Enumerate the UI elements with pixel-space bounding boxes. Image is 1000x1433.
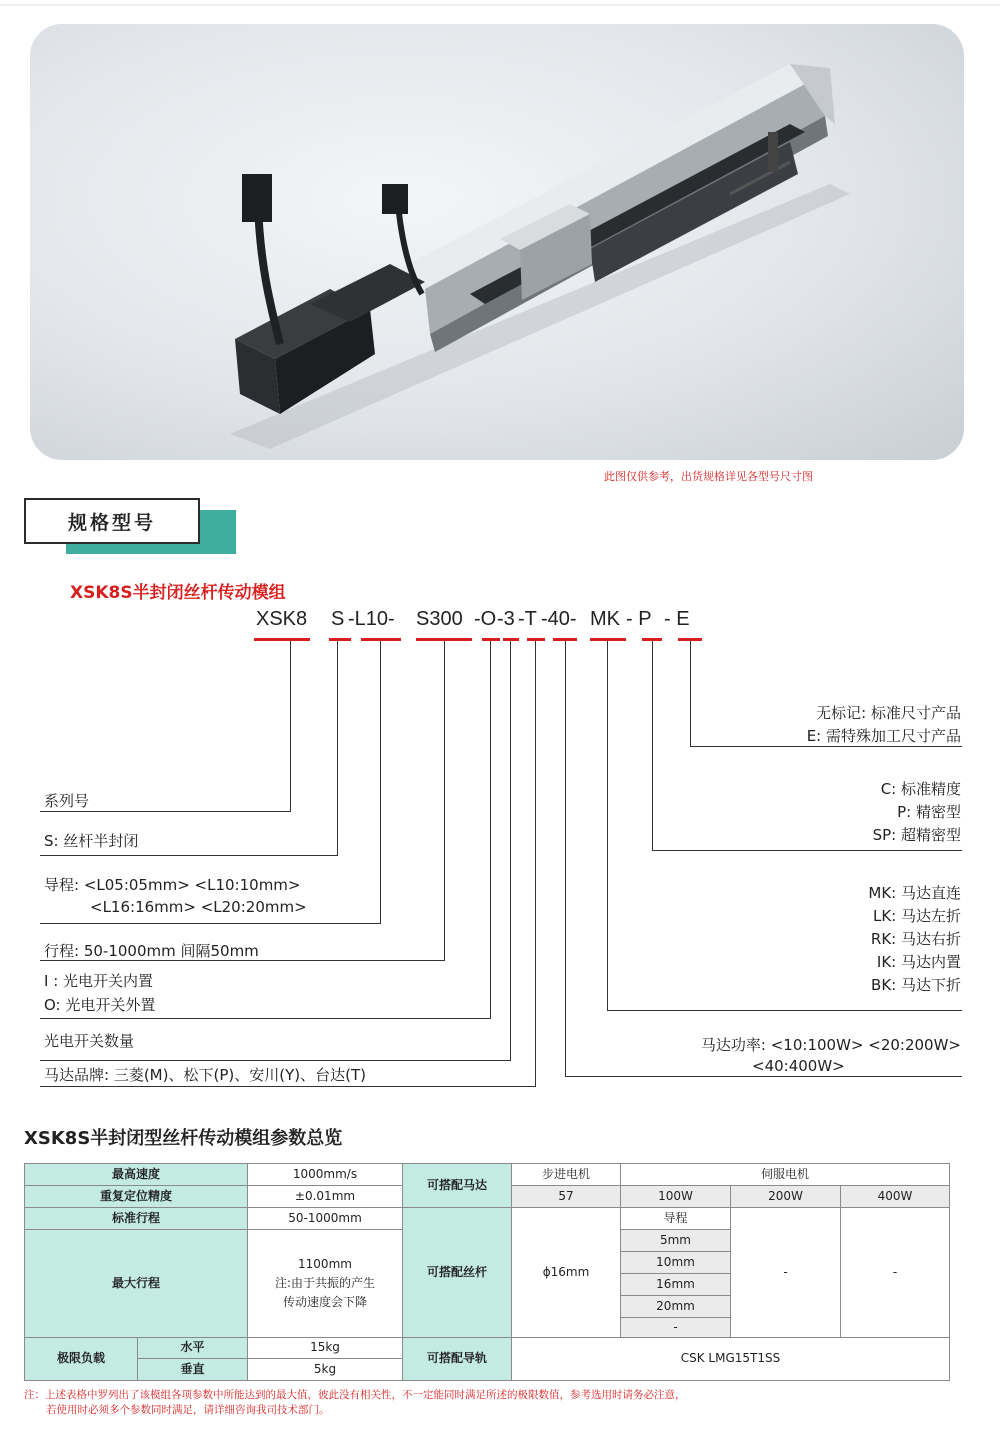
table-cell: - xyxy=(731,1208,841,1338)
connector-line xyxy=(690,641,691,747)
connector-line xyxy=(40,923,381,924)
label-seal: S: 丝杆半封闭 xyxy=(44,832,139,850)
label-sensor-in: I : 光电开关内置 xyxy=(44,972,154,990)
code-motor-mount: MK xyxy=(590,608,620,630)
top-rule xyxy=(0,4,1000,6)
product-photo xyxy=(30,24,964,460)
code-underline xyxy=(361,638,401,641)
label-brand: 马达品牌: 三菱(M)、松下(P)、安川(Y)、台达(T) xyxy=(44,1066,366,1084)
connector-line xyxy=(652,641,653,851)
connector-line xyxy=(607,1010,962,1011)
table-cell: 20mm xyxy=(621,1296,731,1318)
connector-line xyxy=(652,850,962,851)
table-cell: 5mm xyxy=(621,1230,731,1252)
table-cell: CSK LMG15T1SS xyxy=(512,1338,950,1381)
table-cell: 16mm xyxy=(621,1274,731,1296)
table-row-label: 标准行程 xyxy=(25,1208,248,1230)
label-mount-lk: LK: 马达左折 xyxy=(872,907,961,925)
code-underline xyxy=(254,638,310,641)
label-special-1: 无标记: 标准尺寸产品 xyxy=(816,704,961,722)
table-cell: 10mm xyxy=(621,1252,731,1274)
connector-line xyxy=(40,1060,511,1061)
table-cell: 50-1000mm xyxy=(248,1208,403,1230)
table-row-label: 最大行程 xyxy=(25,1230,248,1338)
table-title: XSK8S半封闭型丝杆传动模组参数总览 xyxy=(24,1128,343,1149)
connector-line xyxy=(290,641,291,812)
max-stroke-value: 1100mm xyxy=(298,1256,352,1271)
table-row-label: 可搭配丝杆 xyxy=(403,1208,512,1338)
table-cell: ϕ16mm xyxy=(512,1208,621,1338)
footnote-line-1: 注：上述表格中罗列出了该模组各项参数中所能达到的最大值，彼此没有相关性，不一定能同时满足所述的极限数值，参考选用时请务必注意， xyxy=(24,1389,686,1401)
table-cell: 200W xyxy=(731,1186,841,1208)
footnote xyxy=(24,1388,686,1418)
table-row-label: 重复定位精度 xyxy=(25,1186,248,1208)
code-sensor-pos: -O xyxy=(474,608,497,630)
table-row-label: 极限负载 xyxy=(25,1338,138,1381)
code-underline xyxy=(329,638,351,641)
code-precision: - P xyxy=(626,608,652,630)
table-cell: 100W xyxy=(621,1186,731,1208)
table-cell: ±0.01mm xyxy=(248,1186,403,1208)
table-cell: 57 xyxy=(512,1186,621,1208)
code-series: XSK8 xyxy=(256,608,308,630)
table-cell: - xyxy=(841,1208,950,1338)
linear-module-illustration xyxy=(30,24,964,460)
connector-line xyxy=(40,1086,536,1087)
connector-line xyxy=(490,641,491,1019)
code-special: - E xyxy=(664,608,690,630)
label-mount-bk: BK: 马达下折 xyxy=(871,976,961,994)
label-precision-c: C: 标准精度 xyxy=(880,780,961,798)
label-sensor-qty: 光电开关数量 xyxy=(44,1032,135,1050)
label-special-2: E: 需特殊加工尺寸产品 xyxy=(806,727,961,745)
spec-table xyxy=(24,1163,950,1381)
table-cell: - xyxy=(621,1318,731,1338)
table-row-label: 可搭配马达 xyxy=(403,1164,512,1208)
connector-line xyxy=(444,641,445,961)
connector-line xyxy=(40,855,338,856)
connector-line xyxy=(337,641,338,856)
section-tab: 规格型号 xyxy=(24,498,200,544)
label-power-1: 马达功率: <10:100W> <20:200W> xyxy=(700,1036,961,1054)
table-cell: 5kg xyxy=(248,1359,403,1381)
code-sensor-qty: -3 xyxy=(497,608,515,630)
connector-line xyxy=(40,1018,491,1019)
label-lead-1: 导程: <L05:05mm> <L10:10mm> xyxy=(44,876,301,894)
code-power: -40- xyxy=(541,608,577,630)
label-power-2: <40:400W> xyxy=(752,1057,845,1075)
label-mount-mk: MK: 马达直连 xyxy=(868,884,961,902)
label-mount-rk: RK: 马达右折 xyxy=(870,930,961,948)
table-row-label: 最高速度 xyxy=(25,1164,248,1186)
code-underline xyxy=(527,638,545,641)
connector-line xyxy=(565,1076,962,1077)
table-row-label: 可搭配导轨 xyxy=(403,1338,512,1381)
code-lead: -L10- xyxy=(348,608,395,630)
table-row-label: 水平 xyxy=(138,1338,248,1359)
label-stroke: 行程: 50-1000mm 间隔50mm xyxy=(44,942,259,960)
table-cell: 伺服电机 xyxy=(621,1164,950,1186)
table-cell: 1000mm/s xyxy=(248,1164,403,1186)
connector-line xyxy=(690,746,962,747)
code-seal: S xyxy=(331,608,345,630)
connector-line xyxy=(565,641,566,1077)
code-brand: -T xyxy=(518,608,537,630)
connector-line xyxy=(535,641,536,1087)
code-stroke: S300 xyxy=(416,608,463,630)
table-cell: 400W xyxy=(841,1186,950,1208)
connector-line xyxy=(607,641,608,1011)
photo-caption: 此图仅供参考，出货规格详见各型号尺寸图 xyxy=(604,470,813,483)
footnote-line-2: 若使用时必须多个参数同时满足，请详细咨询我司技术部门。 xyxy=(46,1404,330,1417)
label-precision-p: P: 精密型 xyxy=(897,803,961,821)
label-lead-2: <L16:16mm> <L20:20mm> xyxy=(90,898,307,916)
table-cell: 15kg xyxy=(248,1338,403,1359)
label-mount-ik: IK: 马达内置 xyxy=(876,953,961,971)
model-title: XSK8S半封闭丝杆传动模组 xyxy=(70,583,286,603)
label-sensor-out: O: 光电开关外置 xyxy=(44,996,156,1014)
table-cell xyxy=(248,1230,403,1338)
label-series: 系列号 xyxy=(44,792,90,810)
table-row-label: 垂直 xyxy=(138,1359,248,1381)
max-stroke-note-2: 传动速度会下降 xyxy=(282,1295,367,1310)
code-underline xyxy=(503,638,519,641)
connector-line xyxy=(380,641,381,924)
connector-line xyxy=(510,641,511,1061)
code-underline xyxy=(482,638,500,641)
code-underline xyxy=(590,638,626,641)
connector-line xyxy=(40,811,291,812)
max-stroke-note-1: 注:由于共振的产生 xyxy=(274,1275,376,1290)
table-cell: 步进电机 xyxy=(512,1164,621,1186)
label-precision-sp: SP: 超精密型 xyxy=(872,826,961,844)
table-cell: 导程 xyxy=(621,1208,731,1230)
